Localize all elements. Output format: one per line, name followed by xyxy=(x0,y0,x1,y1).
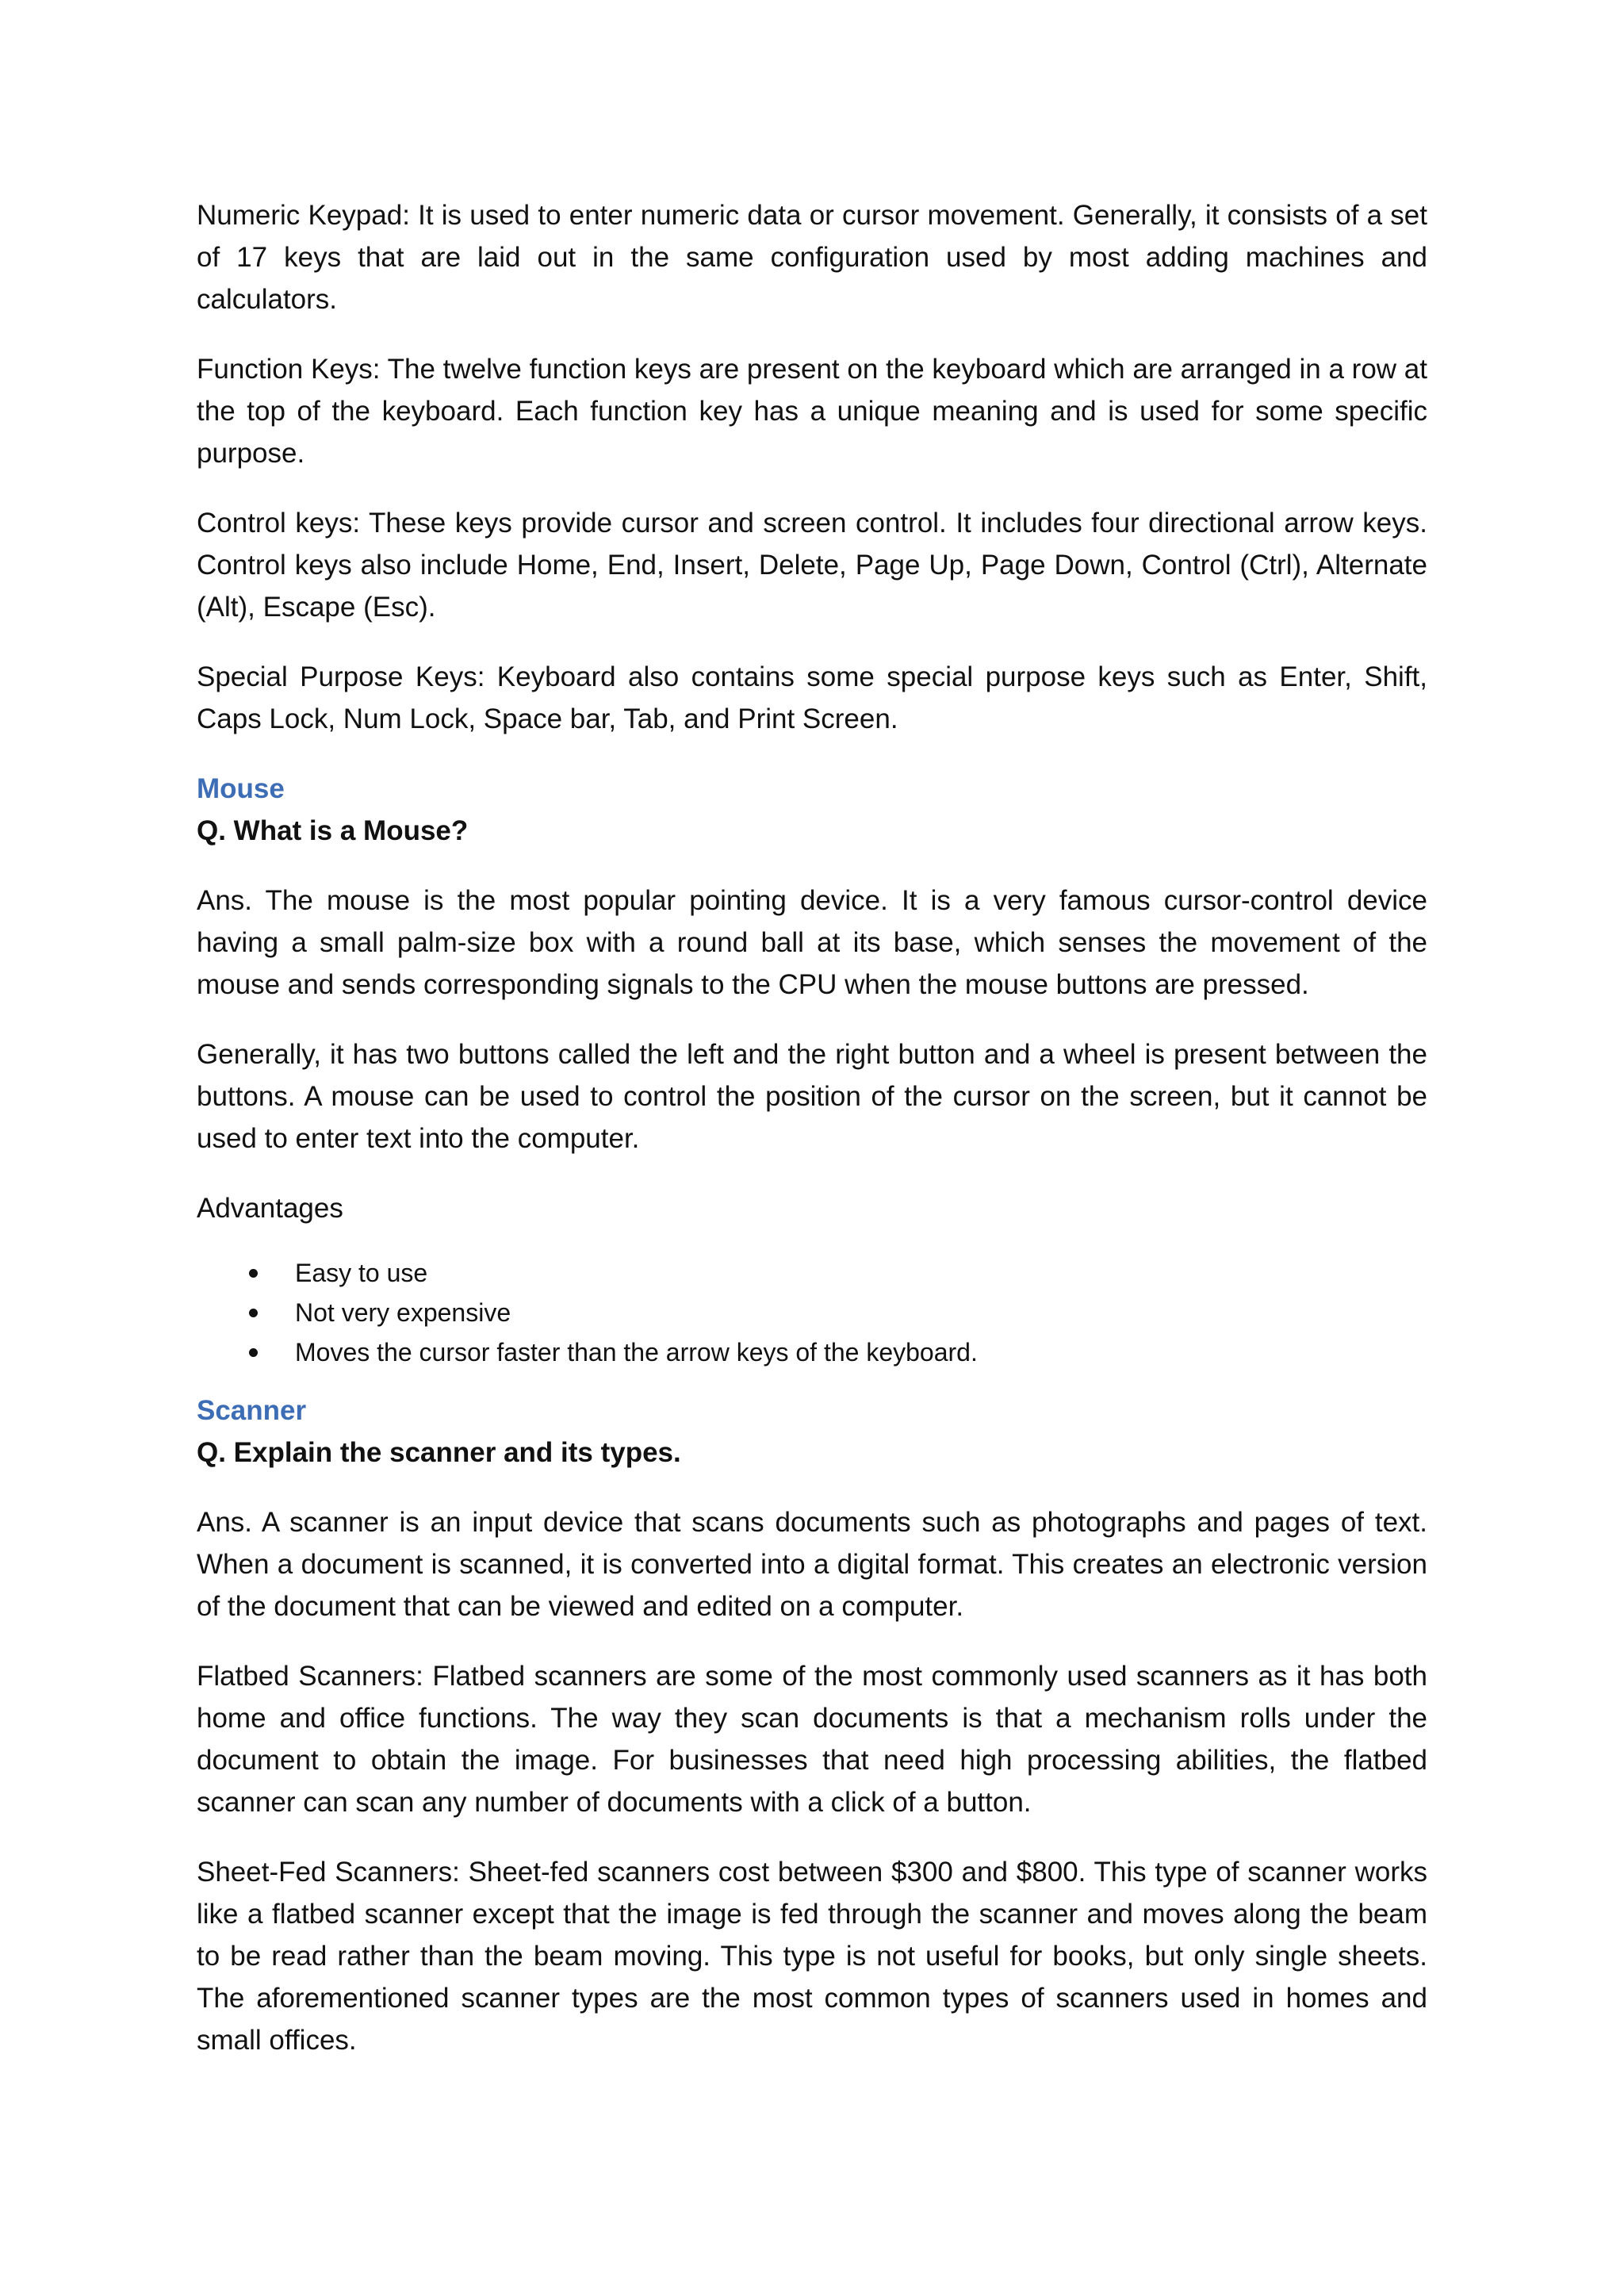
list-item-text: Easy to use xyxy=(295,1259,428,1287)
question-scanner: Q. Explain the scanner and its types. xyxy=(197,1437,681,1468)
list-item-text: Not very expensive xyxy=(295,1298,511,1327)
section-heading-mouse: Mouse xyxy=(197,773,285,804)
list-item xyxy=(197,1332,1427,1372)
bullet-icon xyxy=(249,1309,258,1317)
paragraph-mouse-buttons: Generally, it has two buttons called the left and the right button and a wheel is present between the buttons. A mouse can be used to control the position of the cursor on the screen, but it cannot be used to enter text into the computer. xyxy=(197,1039,1427,1154)
document-body xyxy=(197,194,1427,2089)
paragraph-function-keys: Function Keys: The twelve function keys are present on the keyboard which are arranged in a row at the top of the keyboard. Each function key has a unique meaning and is used for some specific purpose. xyxy=(197,354,1427,469)
list-item xyxy=(197,1253,1427,1293)
paragraph-special-purpose-keys: Special Purpose Keys: Keyboard also contains some special purpose keys such as Enter, Shift, Caps Lock, Num Lock, Space bar, Tab, and Print Screen. xyxy=(197,661,1427,734)
paragraph-scanner-answer: Ans. A scanner is an input device that scans documents such as photographs and pages of text. When a document is scanned, it is converted into a digital format. This creates an electronic version of the document that can be viewed and edited on a computer. xyxy=(197,1507,1427,1622)
bullet-icon xyxy=(249,1348,258,1357)
paragraph-sheet-fed-scanners: Sheet-Fed Scanners: Sheet-fed scanners cost between $300 and $800. This type of scanner works like a flatbed scanner except that the image is fed through the scanner and moves along the beam to be read rather than the beam moving. This type is not useful for books, but only single sheets. The aforementioned scanner types are the most common types of scanners used in homes and small offices. xyxy=(197,1857,1427,2056)
list-item-text: Moves the cursor faster than the arrow keys of the keyboard. xyxy=(295,1338,978,1366)
advantages-list xyxy=(197,1253,1427,1372)
question-mouse: Q. What is a Mouse? xyxy=(197,815,469,846)
section-heading-scanner: Scanner xyxy=(197,1395,307,1426)
advantages-label: Advantages xyxy=(197,1193,343,1224)
paragraph-numeric-keypad: Numeric Keypad: It is used to enter numeric data or cursor movement. Generally, it consists of a set of 17 keys that are laid out in the same configuration used by most adding machines and calculators. xyxy=(197,200,1427,315)
bullet-icon xyxy=(249,1269,258,1278)
paragraph-mouse-answer: Ans. The mouse is the most popular pointing device. It is a very famous cursor-control device having a small palm-size box with a round ball at its base, which senses the movement of the mouse and sends corresponding signals to the CPU when the mouse buttons are pressed. xyxy=(197,885,1427,1000)
paragraph-flatbed-scanners: Flatbed Scanners: Flatbed scanners are some of the most commonly used scanners as it has both home and office functions. The way they scan documents is that a mechanism rolls under the document to obtain the image. For businesses that need high processing abilities, the flatbed scanner can scan any number of documents with a click of a button. xyxy=(197,1661,1427,1818)
list-item xyxy=(197,1293,1427,1332)
paragraph-control-keys: Control keys: These keys provide cursor and screen control. It includes four directional arrow keys. Control keys also include Home, End, Insert, Delete, Page Up, Page Down, Control (Ctrl), Alternate (Alt), Escape (Esc). xyxy=(197,508,1427,623)
